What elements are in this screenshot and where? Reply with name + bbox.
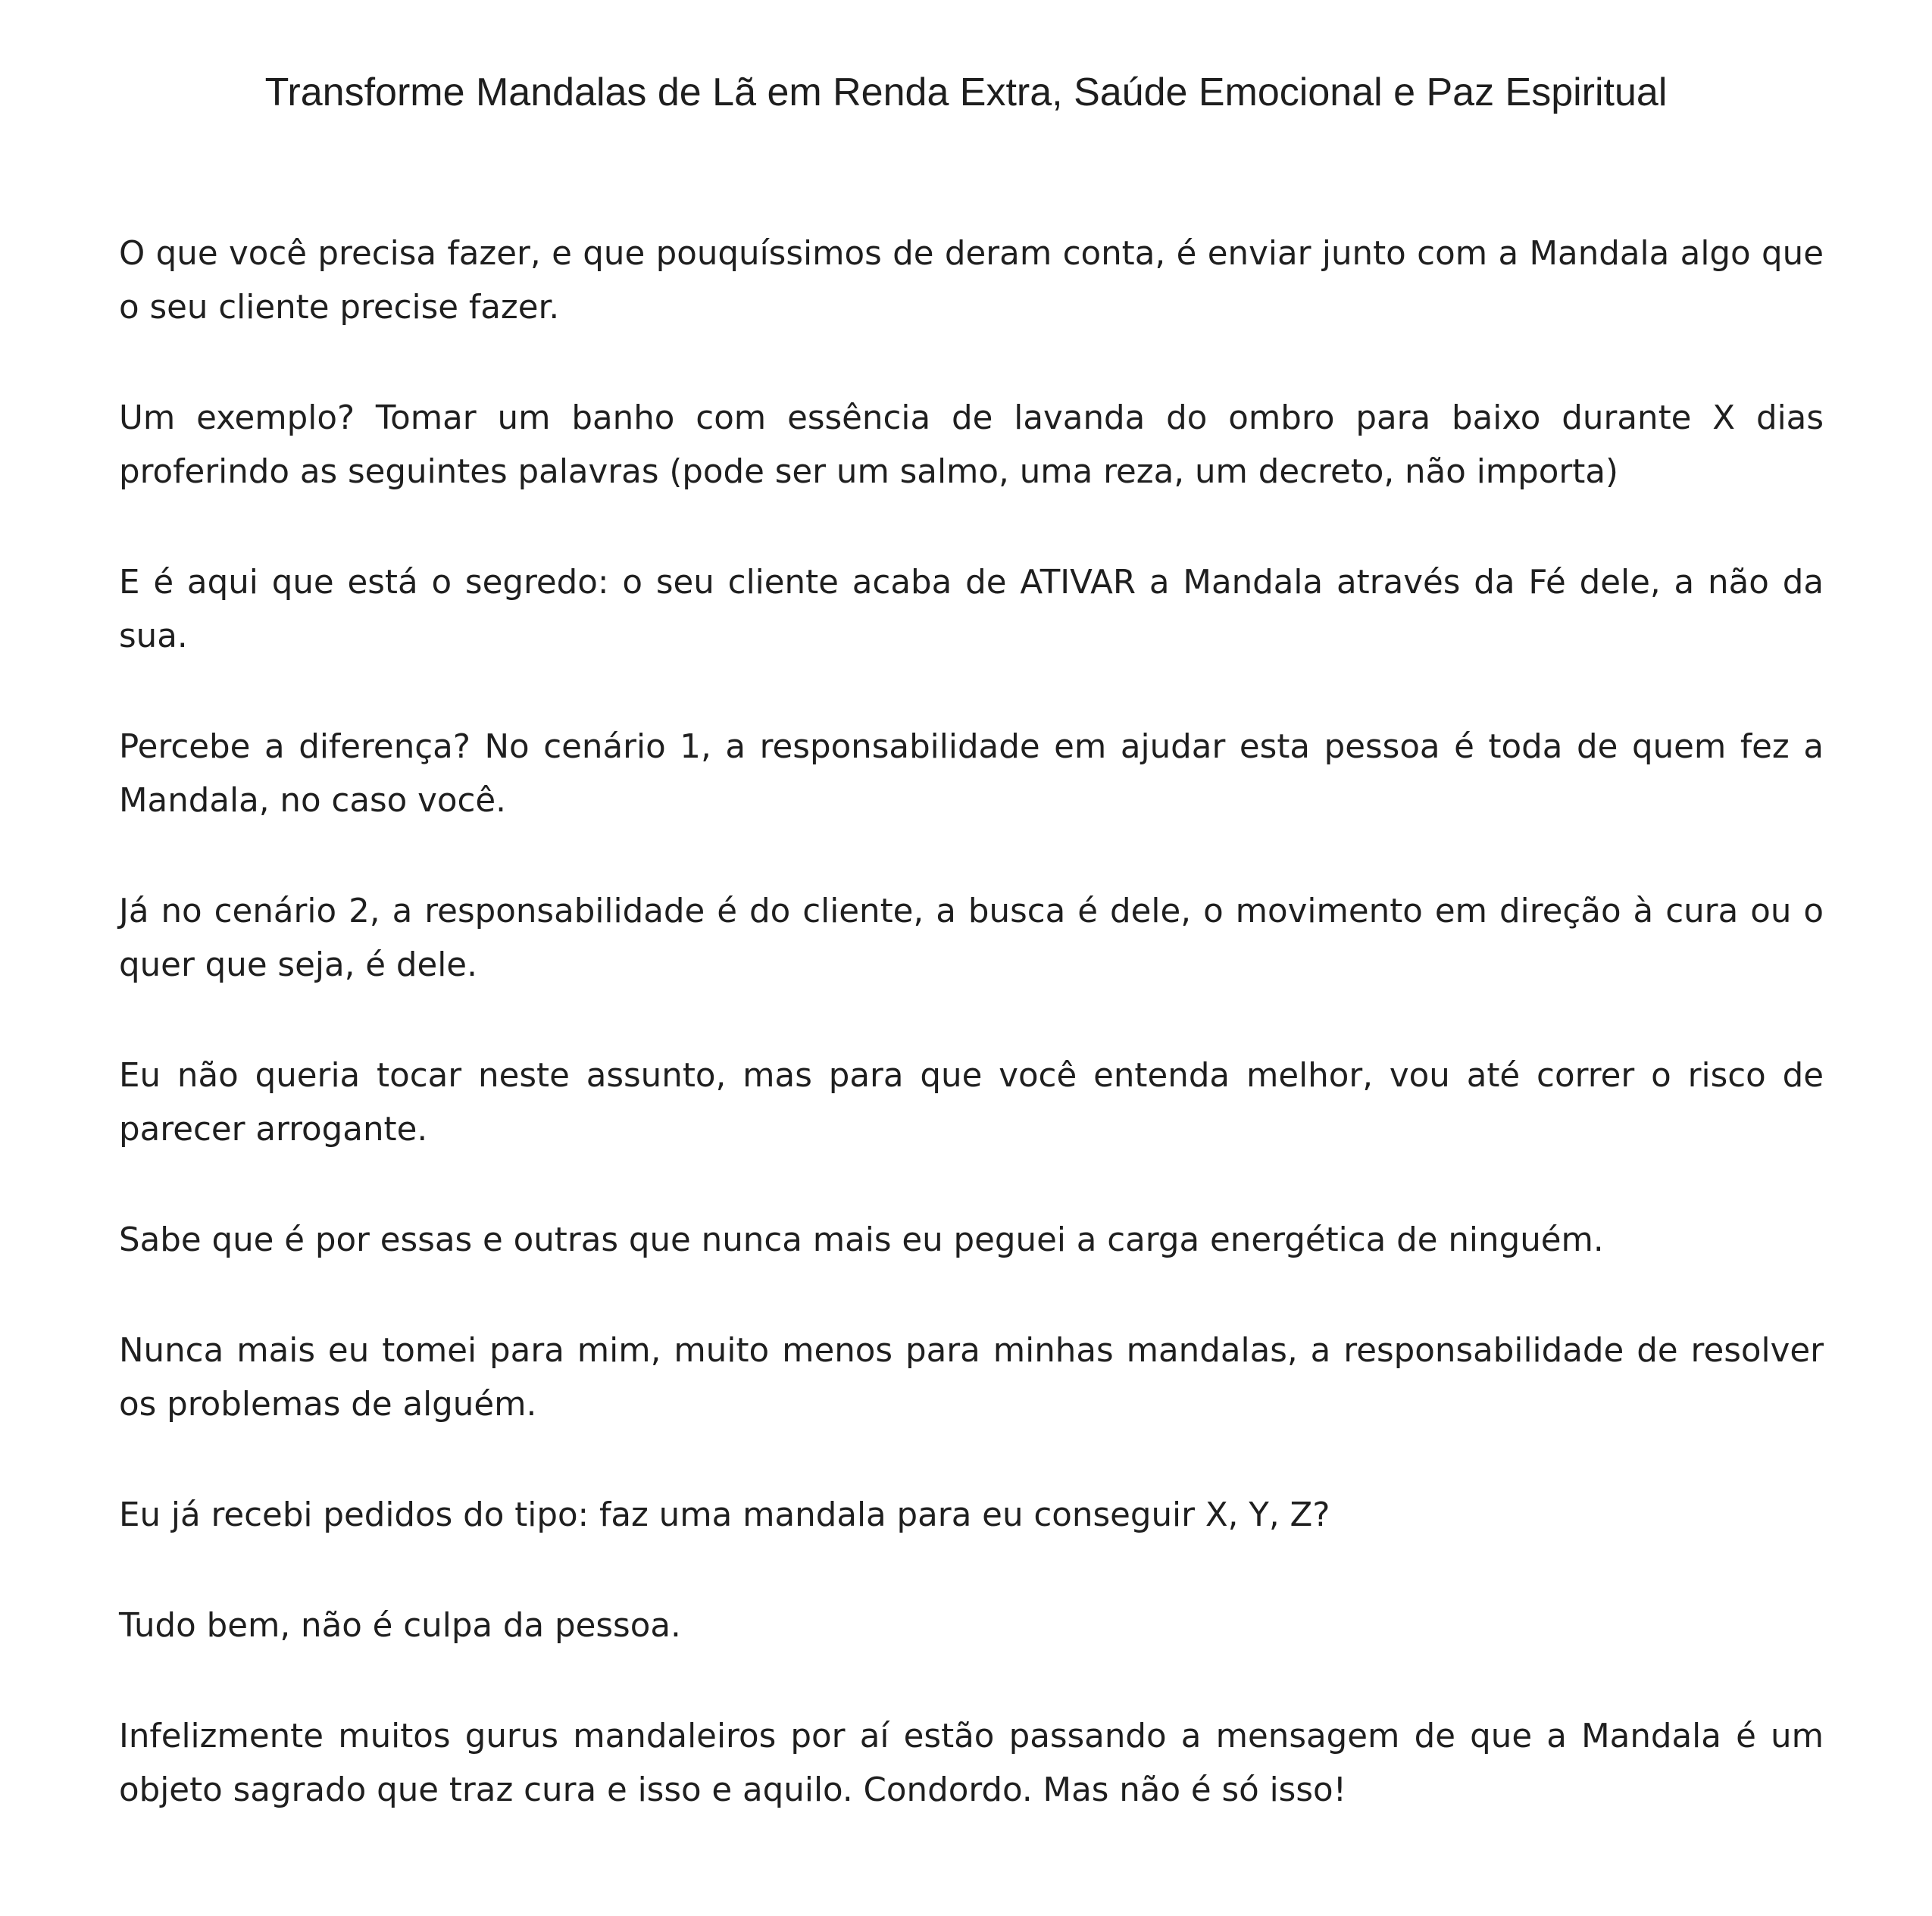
paragraph-1: O que você precisa fazer, e que pouquíssimos de deram conta, é enviar junto com a Mandala algo que o seu cliente precise fazer. — [119, 235, 1824, 327]
paragraph-3: E é aqui que está o segredo: o seu cliente acaba de ATIVAR a Mandala através da Fé dele, a não da sua. — [119, 564, 1824, 655]
paragraph-10: Tudo bem, não é culpa da pessoa. — [119, 1607, 681, 1645]
body-text — [119, 227, 1824, 1818]
paragraph-8: Nunca mais eu tomei para mim, muito menos para minhas mandalas, a responsabilidade de resolver os problemas de alguém. — [119, 1332, 1824, 1424]
paragraph-6: Eu não queria tocar neste assunto, mas para que você entenda melhor, vou até correr o risco de parecer arrogante. — [119, 1057, 1824, 1149]
paragraph-2: Um exemplo? Tomar um banho com essência de lavanda do ombro para baixo durante X dias proferindo as seguintes palavras (pode ser um salmo, uma reza, um decreto, não importa) — [119, 399, 1824, 491]
paragraph-11: Infelizmente muitos gurus mandaleiros por aí estão passando a mensagem de que a Mandala é um objeto sagrado que traz cura e isso e aquilo. Condordo. Mas não é só isso! — [119, 1718, 1824, 1809]
paragraph-9: Eu já recebi pedidos do tipo: faz uma mandala para eu conseguir X, Y, Z? — [119, 1496, 1330, 1534]
paragraph-7: Sabe que é por essas e outras que nunca mais eu peguei a carga energética de ninguém. — [119, 1221, 1604, 1259]
page-title: Transforme Mandalas de Lã em Renda Extra, Saúde Emocional e Paz Espiritual — [264, 70, 1668, 114]
paragraph-4: Percebe a diferença? No cenário 1, a responsabilidade em ajudar esta pessoa é toda de quem fez a Mandala, no caso você. — [119, 728, 1824, 820]
paragraph-5: Já no cenário 2, a responsabilidade é do cliente, a busca é dele, o movimento em direção à cura ou o quer que seja, é dele. — [119, 892, 1824, 984]
